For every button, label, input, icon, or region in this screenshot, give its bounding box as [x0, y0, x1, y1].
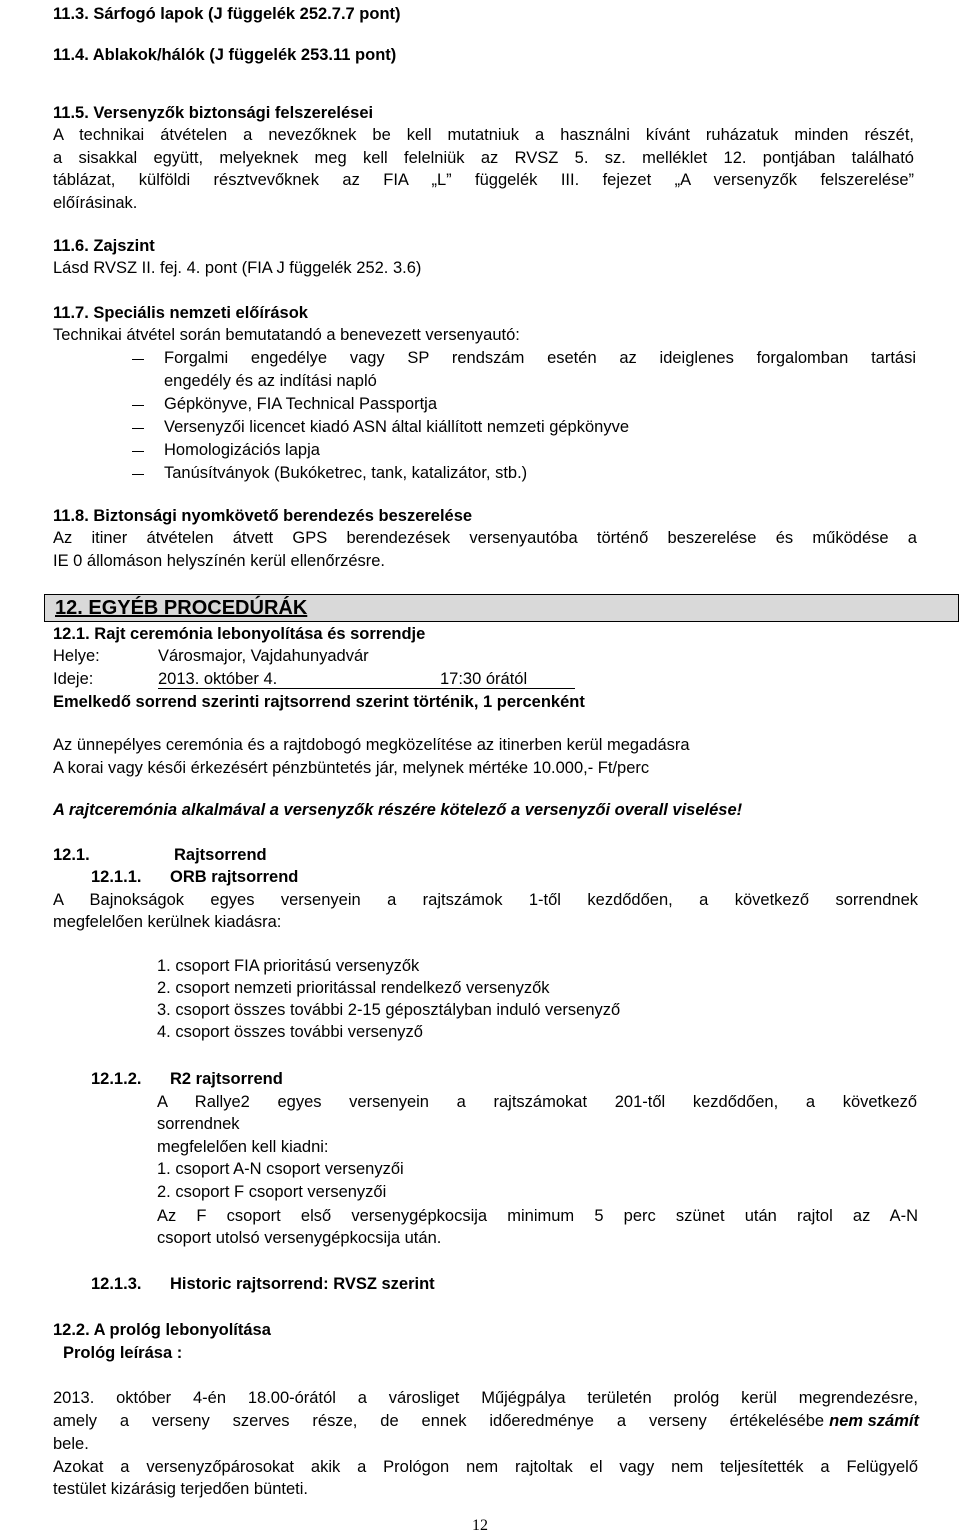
section-11-5-text: a sisakkal együtt, melyeknek meg kell felelniük az RVSZ 5. sz. melléklet 12. pontjában található	[53, 149, 914, 167]
section-11-8-text: Az itiner átvételen átvett GPS berendezések versenyautóba történő beszerelése és működése a	[53, 529, 917, 547]
section-12-1-2-text: Az F csoport első versenygépkocsija minimum 5 perc szünet után rajtol az A-N	[157, 1207, 918, 1225]
section-11-6-text: Lásd RVSZ II. fej. 4. pont (FIA J függelék 252. 3.6)	[53, 259, 422, 277]
section-11-5-text: táblázat, külföldi résztvevőknek az FIA „L” függelék III. fejezet „A versenyzők felszerelése”	[53, 171, 914, 189]
section-12-2-heading: 12.2. A prológ lebonyolítása	[53, 1321, 271, 1339]
section-12-1-1-text: A Bajnokságok egyes versenyein a rajtszámok 1-től kezdődően, a következő sorrendnek	[53, 891, 918, 909]
list-dash-icon	[132, 474, 144, 475]
section-11-8-text: IE 0 állomáson helyszínén kerül ellenőrzésre.	[53, 552, 386, 570]
prologue-text: 2013. október 4-én 18.00-órától a városliget Műjégpálya területén prológ kerül megrendezésre,	[53, 1389, 918, 1407]
section-12-1-3-title: Historic rajtsorrend: RVSZ szerint	[170, 1275, 435, 1293]
list-dash-icon	[132, 451, 144, 452]
section-12-1-1-num: 12.1.1.	[91, 868, 142, 886]
list-dash-icon	[132, 428, 144, 429]
group-list-item: 1. csoport FIA prioritású versenyzők	[157, 957, 420, 975]
list-item: Gépkönyve, FIA Technical Passportja	[164, 395, 438, 413]
section-12-1-2-num: 12.1.2.	[91, 1070, 142, 1088]
section-12-1-1-text: megfelelően kerülnek kiadásra:	[53, 913, 282, 931]
section-12-1-2-text: sorrendnek	[157, 1115, 240, 1133]
section-12-1-3-num: 12.1.3.	[91, 1275, 142, 1293]
page-number: 12	[472, 1517, 488, 1534]
section-11-5-heading: 11.5. Versenyzők biztonsági felszerelései	[53, 104, 374, 122]
list-item: Homologizációs lapja	[164, 441, 320, 459]
prologue-emphasis: nem számít	[829, 1412, 919, 1430]
section-12-1-num: 12.1.	[53, 846, 90, 864]
prologue-subheading: Prológ leírása :	[63, 1344, 183, 1362]
prologue-text: amely a verseny szerves része, de ennek időeredménye a verseny értékelésébe	[53, 1412, 825, 1430]
group-list-item: 3. csoport összes további 2-15 géposztályban induló versenyző	[157, 1001, 621, 1019]
chapter-12-heading-bar	[44, 594, 959, 622]
list-item: Forgalmi engedélye vagy SP rendszám esetén az ideiglenes forgalomban tartási	[164, 349, 916, 367]
penalty-line: A korai vagy késői érkezésért pénzbüntetés jár, melynek mértéke 10.000,- Ft/perc	[53, 759, 650, 777]
prologue-text: Azokat a versenyzőpárosokat akik a Prológon nem rajtoltak el vagy nem teljesítették a Felügyelő	[53, 1458, 918, 1476]
list-item: engedély és az indítási napló	[164, 372, 377, 390]
section-11-7-heading: 11.7. Speciális nemzeti előírások	[53, 304, 308, 322]
time-value: 17:30 órától	[440, 670, 528, 688]
chapter-12-title: 12. EGYÉB PROCEDÚRÁK	[55, 597, 308, 619]
section-12-1-2-text: 2. csoport F csoport versenyzői	[157, 1183, 387, 1201]
start-order-line: Emelkedő sorrend szerinti rajtsorrend szerint történik, 1 percenként	[53, 693, 585, 711]
section-11-6-heading: 11.6. Zajszint	[53, 237, 155, 255]
section-12-1-2-text: 1. csoport A-N csoport versenyzői	[157, 1160, 404, 1178]
section-12-1-heading: 12.1. Rajt ceremónia lebonyolítása és sorrendje	[53, 625, 426, 643]
date-value: 2013. október 4.	[158, 670, 278, 688]
section-12-1-1-title: ORB rajtsorrend	[170, 868, 299, 886]
list-dash-icon	[132, 359, 144, 360]
prologue-text-line	[53, 1410, 919, 1432]
group-list-item: 2. csoport nemzeti prioritással rendelkező versenyzők	[157, 979, 550, 997]
section-11-8-heading: 11.8. Biztonsági nyomkövető berendezés beszerelése	[53, 507, 473, 525]
prologue-text: testület kizárásig terjedően bünteti.	[53, 1480, 308, 1498]
section-12-1-2-text: csoport utolsó versenygépkocsija után.	[157, 1229, 442, 1247]
section-12-1-title: Rajtsorrend	[174, 846, 267, 864]
section-11-5-text: A technikai átvételen a nevezőknek be kell mutatniuk a használni kívánt ruházatuk minden részét,	[53, 126, 914, 144]
list-dash-icon	[132, 405, 144, 406]
list-item: Tanúsítványok (Bukóketrec, tank, katalizátor, stb.)	[164, 464, 528, 482]
date-label: Ideje:	[53, 670, 94, 688]
overall-requirement-line: A rajtceremónia alkalmával a versenyzők részére kötelező a versenyzői overall viselése!	[53, 801, 743, 819]
section-12-1-2-text: A Rallye2 egyes versenyein a rajtszámokat 201-től kezdődően, a következő	[157, 1093, 917, 1111]
section-12-1-2-title: R2 rajtsorrend	[170, 1070, 283, 1088]
section-11-4-heading: 11.4. Ablakok/hálók (J függelék 253.11 pont)	[53, 46, 397, 64]
section-11-3-heading: 11.3. Sárfogó lapok (J függelék 252.7.7 pont)	[53, 5, 401, 23]
place-label: Helye:	[53, 647, 100, 665]
place-value: Városmajor, Vajdahunyadvár	[158, 647, 369, 665]
ceremony-approach-line: Az ünnepélyes ceremónia és a rajtdobogó megközelítése az itinerben kerül megadásra	[53, 736, 690, 754]
list-item: Versenyzői licencet kiadó ASN által kiállított nemzeti gépkönyve	[164, 418, 629, 436]
section-11-7-intro: Technikai átvétel során bemutatandó a benevezett versenyautó:	[53, 326, 520, 344]
section-11-5-text: előírásinak.	[53, 194, 138, 212]
group-list-item: 4. csoport összes további versenyző	[157, 1023, 423, 1041]
underline-divider	[158, 688, 575, 689]
prologue-text: bele.	[53, 1435, 89, 1453]
section-12-1-2-text: megfelelően kell kiadni:	[157, 1138, 329, 1156]
